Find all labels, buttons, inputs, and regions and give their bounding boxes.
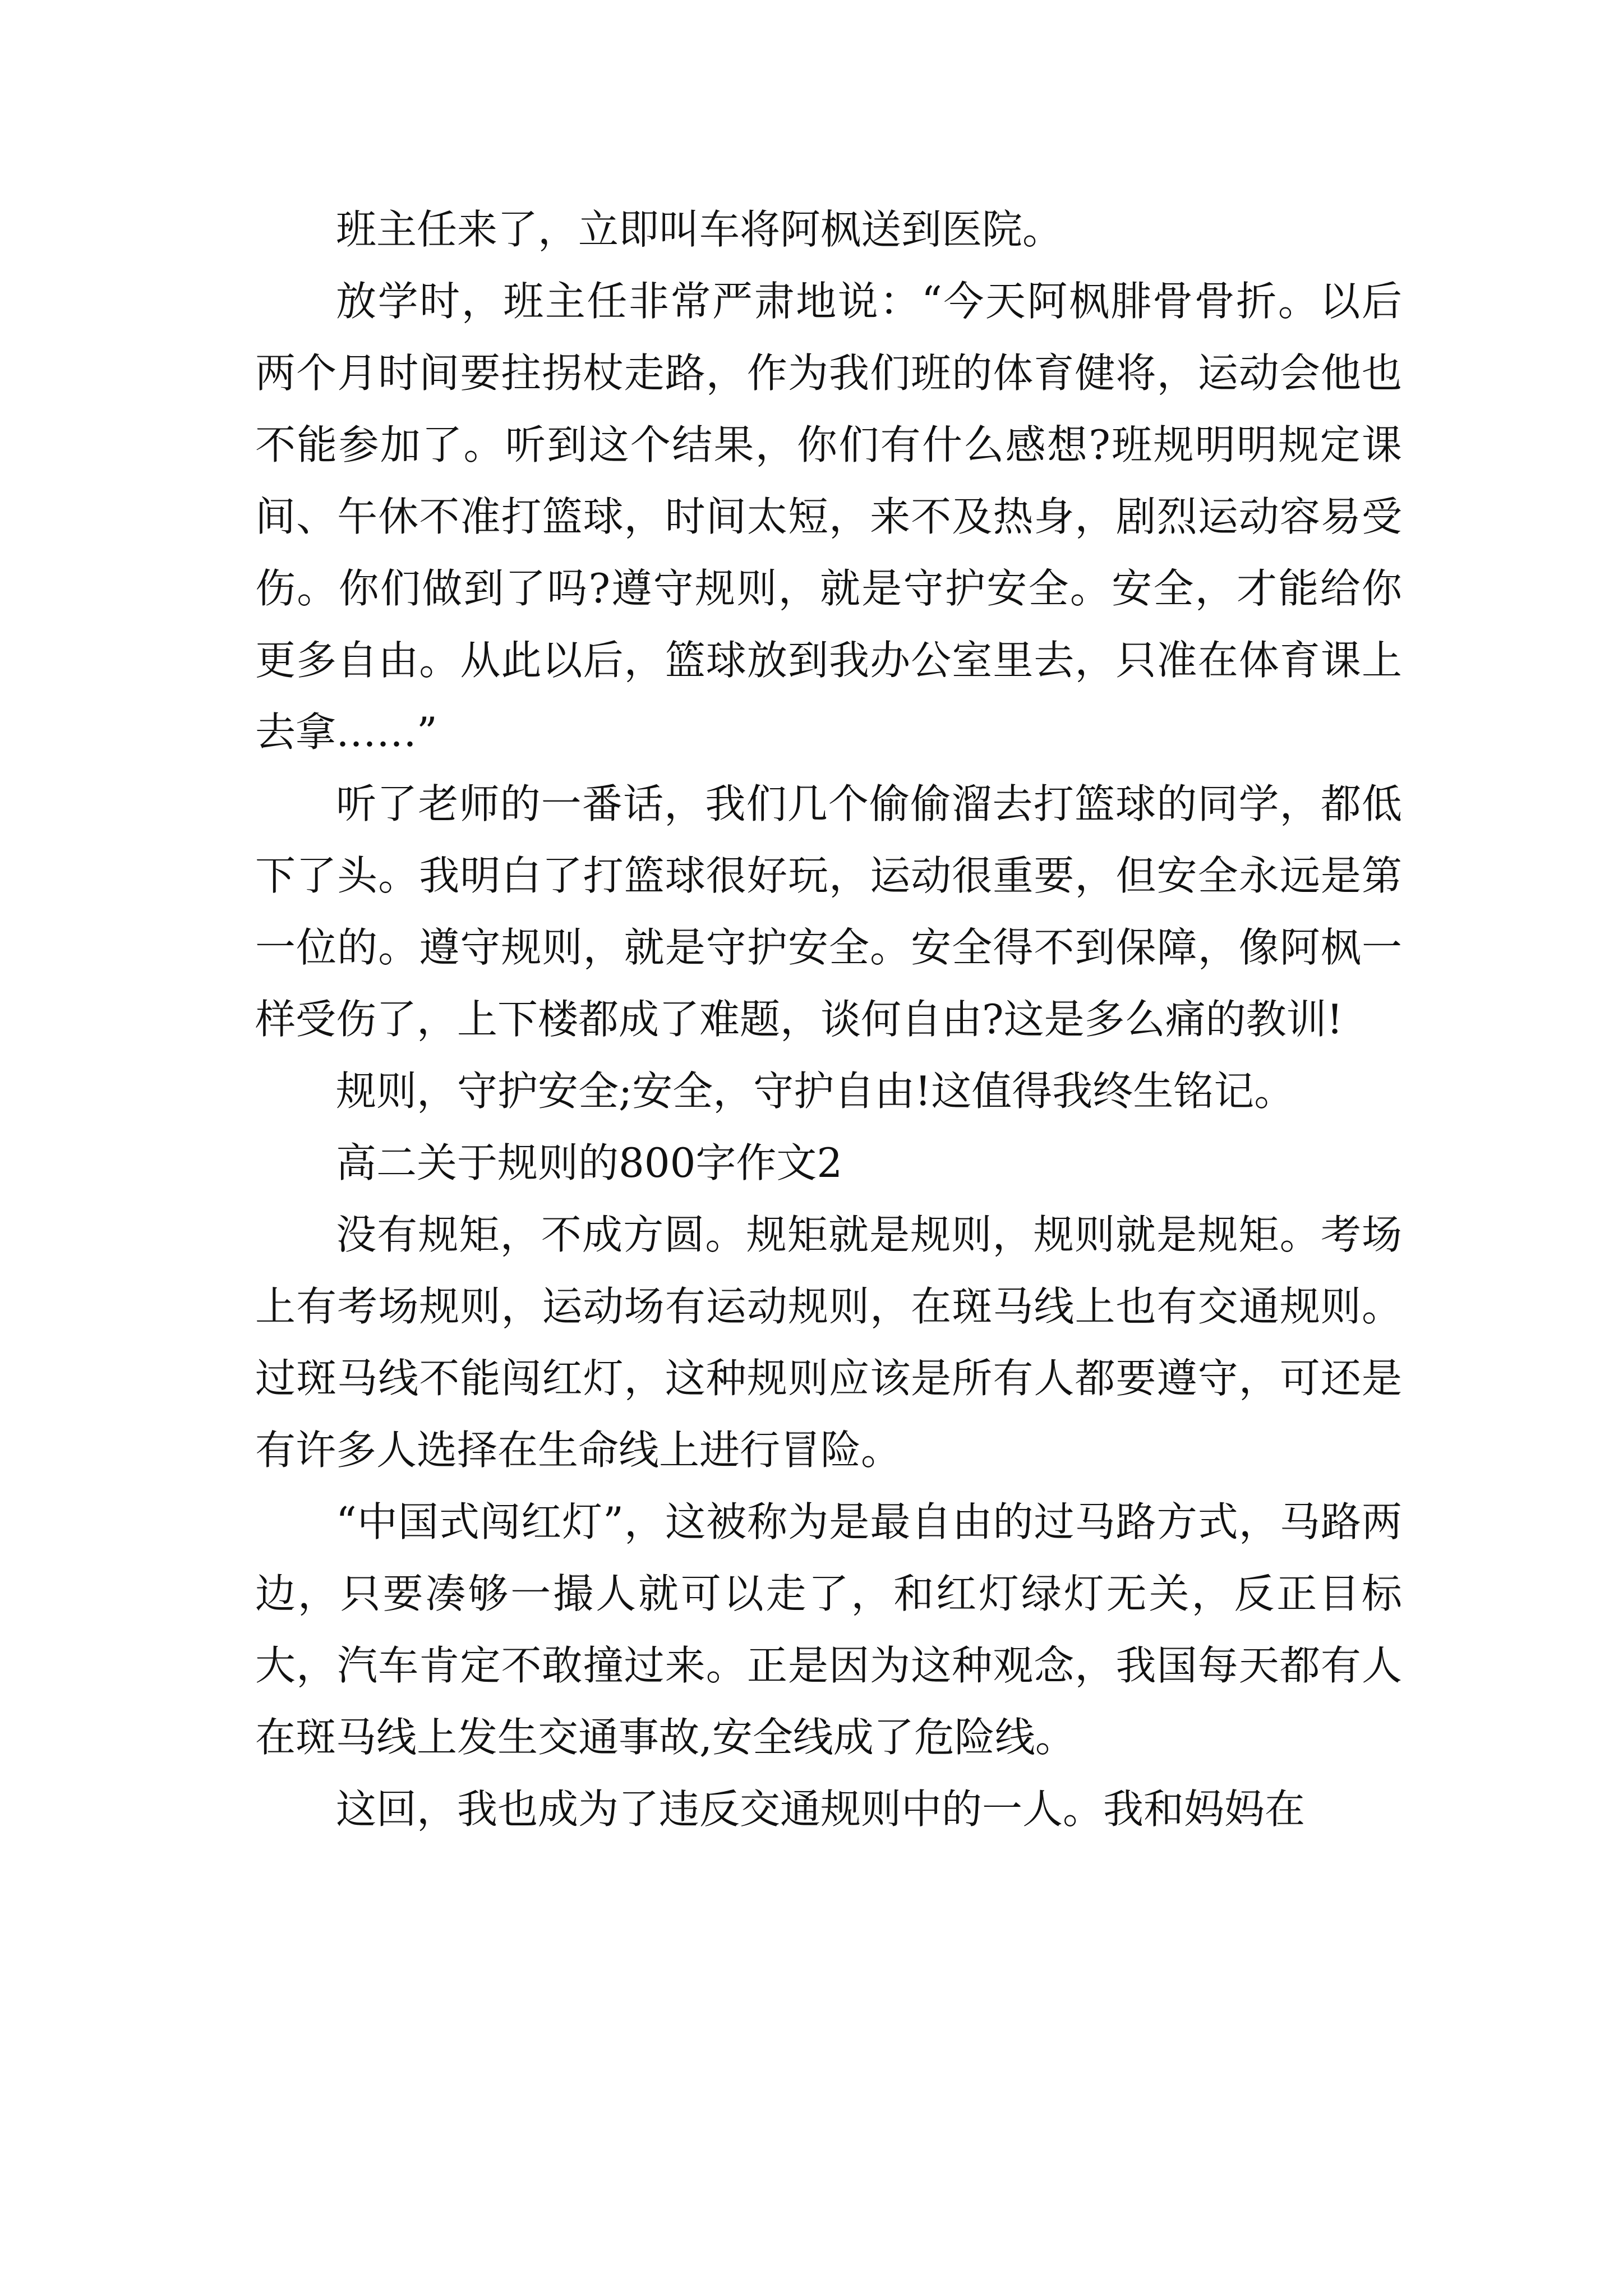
paragraph-1: 班主任来了，立即叫车将阿枫送到医院。 (336, 206, 1063, 253)
section-heading: 高二关于规则的800字作文2 (336, 1139, 843, 1186)
paragraph-4: 规则，守护安全;安全，守护自由!这值得我终生铭记。 (336, 1068, 1295, 1115)
paragraph-3: 听了老师的一番话，我们几个偷偷溜去打篮球的同学，都低下了头。我明白了打篮球很好玩，运动很重要，但安全永远是第一位的。遵守规则，就是守护安全。安全得不到保障，像阿枫一样受伤了，上下楼都成了难题，谈何自由?这是多么痛的教训! (255, 780, 1402, 1043)
paragraph-6: “中国式闯红灯”，这被称为是最自由的过马路方式，马路两边，只要凑够一撮人就可以走了，和红灯绿灯无关，反正目标大，汽车肯定不敢撞过来。正是因为这种观念，我国每天都有人在斑马线上发生交通事故,安全线成了危险线。 (255, 1498, 1402, 1761)
paragraph-7: 这回，我也成为了违反交通规则中的一人。我和妈妈在 (336, 1786, 1306, 1833)
essay-body (255, 194, 1402, 1845)
paragraph-5: 没有规矩，不成方圆。规矩就是规则，规则就是规矩。考场上有考场规则，运动场有运动规则，在斑马线上也有交通规则。过斑马线不能闯红灯，这种规则应该是所有人都要遵守，可还是有许多人选择在生命线上进行冒险。 (255, 1211, 1402, 1474)
paragraph-2: 放学时，班主任非常严肃地说：“今天阿枫腓骨骨折。以后两个月时间要拄拐杖走路，作为我们班的体育健将，运动会他也不能参加了。听到这个结果，你们有什么感想?班规明明规定课间、午休不准打篮球，时间太短，来不及热身，剧烈运动容易受伤。你们做到了吗?遵守规则，就是守护安全。安全，才能给你更多自由。从此以后，篮球放到我办公室里去，只准在体育课上去拿……” (255, 278, 1402, 756)
